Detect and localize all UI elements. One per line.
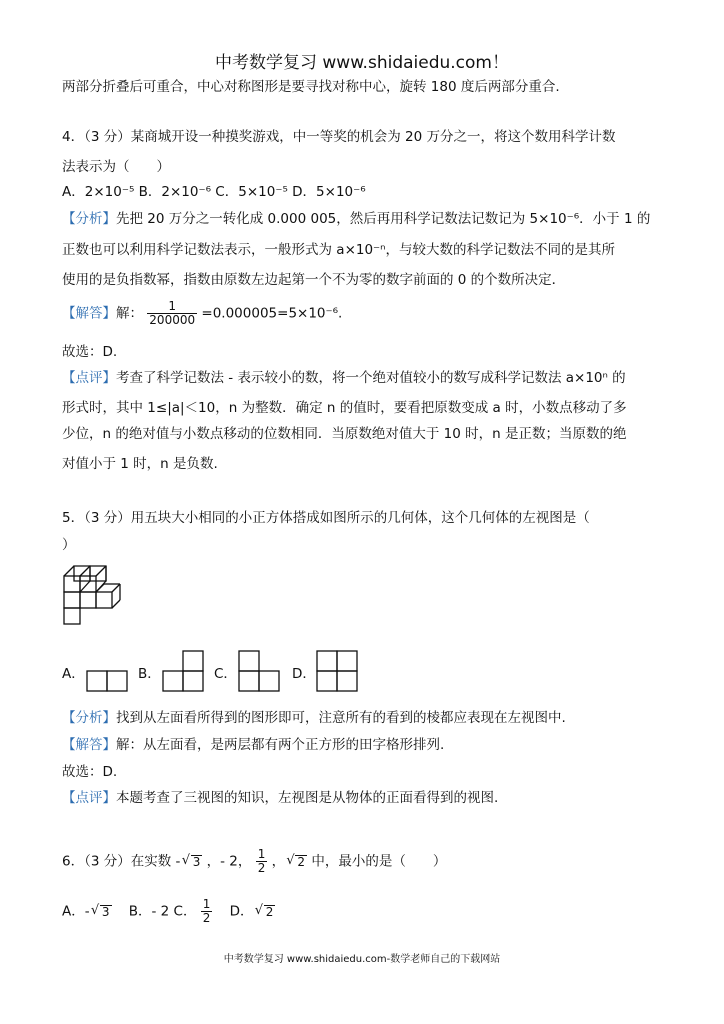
q5-option-c-figure — [238, 650, 282, 692]
q5-comment — [62, 788, 498, 808]
q4-solution — [62, 300, 342, 327]
q4-comment-line4: 对值小于 1 时，n 是负数. — [62, 456, 218, 472]
q5-option-a-label: A． — [62, 666, 85, 682]
solution-text: 解：从左面看，是两层都有两个正方形的田字格形排列. — [116, 737, 445, 753]
cube-figure — [60, 562, 132, 628]
q5-option-b-figure — [162, 650, 206, 692]
comment-text: 本题考查了三视图的知识，左视图是从物体的正面看得到的视图. — [116, 790, 499, 806]
q5-analysis — [62, 708, 566, 728]
comment-text: 考查了科学记数法 - 表示较小的数，将一个绝对值较小的数写成科学记数法 a×10ⁿ 的 — [116, 370, 626, 386]
q5-option-d-label: D． — [292, 666, 316, 682]
q6-options — [62, 898, 275, 925]
q5-stem-line1: 5．（3 分）用五块大小相同的小正方体搭成如图所示的几何体，这个几何体的左视图是（ — [62, 510, 590, 526]
solution-result: =0.000005=5×10⁻⁶. — [201, 305, 343, 322]
fraction — [147, 300, 197, 327]
sqrt-3: √ 3 — [191, 855, 203, 869]
q6-stem-mid: ，- 2， — [206, 853, 252, 870]
q4-stem-line1: 4．（3 分）某商城开设一种摸奖游戏，中一等奖的机会为 20 万分之一，将这个数用科学计数 — [62, 129, 616, 145]
q4-options: A．2×10⁻⁵ B．2×10⁻⁶ C．5×10⁻⁵ D．5×10⁻⁶ — [62, 184, 366, 200]
fraction-numerator: 1 — [257, 847, 266, 861]
q5-solution — [62, 735, 444, 755]
q5-option-c-label: C． — [214, 666, 237, 682]
fraction-denominator: 2 — [202, 911, 211, 925]
q5-choice: 故选：D. — [62, 764, 118, 780]
q4-comment-line3: 少位，n 的绝对值与小数点移动的位数相同．当原数绝对值大于 10 时，n 是正数；当原数的绝 — [62, 426, 627, 442]
q4-analysis-line3: 使用的是负指数幂，指数由原数左边起第一个不为零的数字前面的 0 的个数所决定． — [62, 272, 566, 288]
q6-stem-suffix: 中，最小的是（ ） — [311, 853, 447, 870]
q6-option-a: A．- — [62, 903, 90, 920]
q4-comment-line2: 形式时，其中 1≤|a|＜10，n 为整数．确定 n 的值时，要看把原数变成 a 时，小数点移动了多 — [62, 400, 627, 416]
q5-option-b-label: B． — [138, 666, 161, 682]
q6-stem-prefix: 6．（3 分）在实数 - — [62, 853, 181, 870]
fraction-numerator: 1 — [147, 300, 197, 314]
analysis-tag: 【分析】 — [62, 710, 116, 726]
page-footer: 中考数学复习 www.shidaiedu.com-数学老师自己的下载网站 — [223, 954, 501, 965]
analysis-text: 先把 20 万分之一转化成 0.000 005，然后再用科学记数法记数记为 5×10⁻⁶．小于 1 的 — [116, 211, 651, 227]
fraction-numerator: 1 — [202, 897, 211, 911]
q5-option-d-figure — [316, 650, 360, 692]
sqrt-3: √ 3 — [100, 905, 112, 919]
q6-option-b-c: B．- 2 C． — [128, 903, 197, 920]
q4-choice: 故选：D. — [62, 344, 118, 360]
solution-tag: 【解答】 — [62, 305, 116, 322]
q4-analysis-line1 — [62, 209, 650, 229]
q4-analysis-line2: 正数也可以利用科学记数法表示，一般形式为 a×10⁻ⁿ，与较大数的科学记数法不同的是其所 — [62, 242, 616, 258]
intro-line: 两部分折叠后可重合，中心对称图形是要寻找对称中心，旋转 180 度后两部分重合. — [62, 79, 560, 95]
comment-tag: 【点评】 — [62, 370, 116, 386]
page-header: 中考数学复习 www.shidaiedu.com！ — [215, 53, 509, 73]
fraction-one-half — [201, 898, 213, 925]
q4-comment-line1 — [62, 368, 626, 388]
q5-stem-line2: ） — [62, 537, 76, 553]
fraction-denominator: 200000 — [149, 313, 196, 327]
q4-stem-line2: 法表示为（ ） — [62, 159, 170, 175]
analysis-tag: 【分析】 — [62, 211, 116, 227]
solution-prefix: 解： — [116, 305, 143, 322]
q6-stem: 6．（3 分）在实数 - √ 3 ，- 2， $\frac{1}{2}$ ， √ 2 中，最小的是（ ） — [62, 848, 446, 875]
sqrt-2: √ 2 — [264, 905, 276, 919]
comment-tag: 【点评】 — [62, 790, 116, 806]
fraction-denominator: 2 — [257, 861, 266, 875]
q6-option-d: D． — [229, 903, 254, 920]
q5-option-a-figure — [86, 670, 130, 692]
fraction-one-half — [256, 848, 268, 875]
sqrt-2: √ 2 — [295, 855, 307, 869]
analysis-text: 找到从左面看所得到的图形即可，注意所有的看到的棱都应表现在左视图中. — [116, 710, 566, 726]
solution-tag: 【解答】 — [62, 737, 116, 753]
